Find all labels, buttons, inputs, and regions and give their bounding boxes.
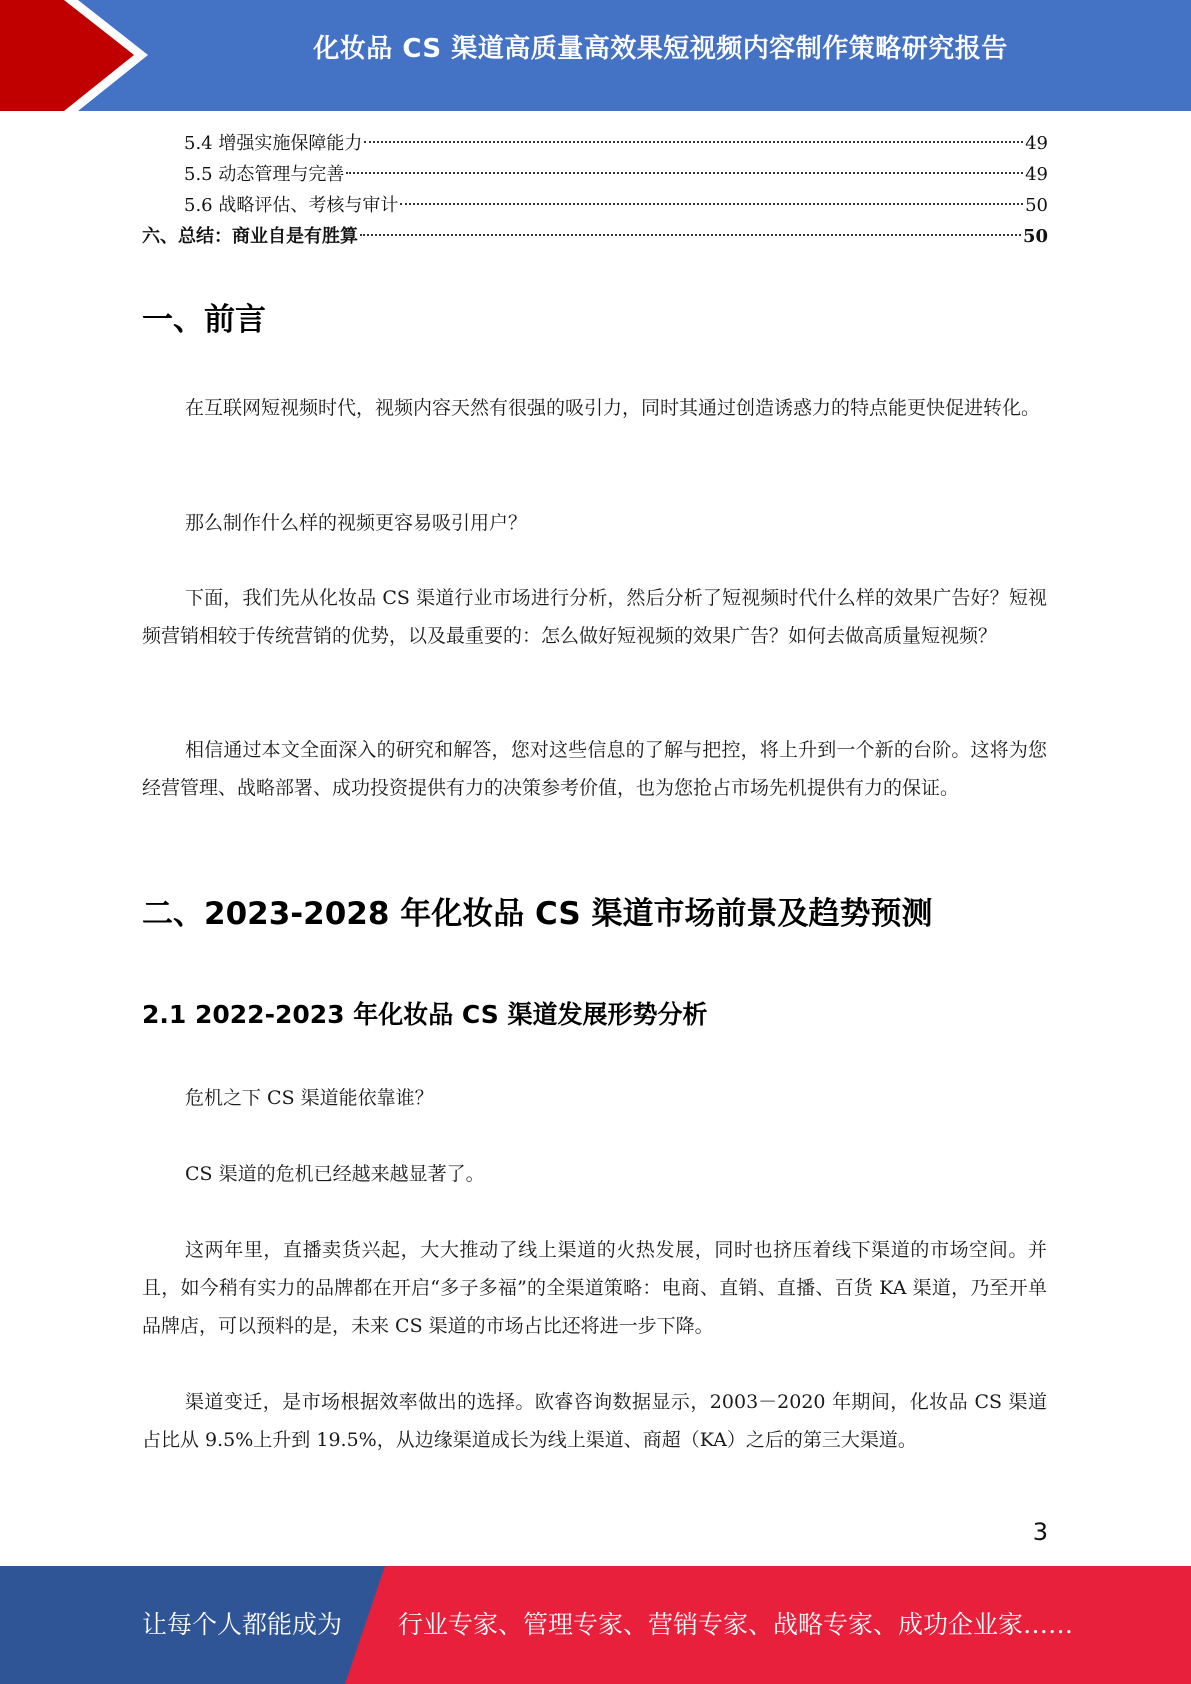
toc-leader-dots bbox=[364, 141, 1023, 143]
section-heading-market-outlook: 二、2023-2028 年化妆品 CS 渠道市场前景及趋势预测 bbox=[142, 896, 933, 932]
toc-entry-label: 六、总结：商业自是有胜算 bbox=[142, 226, 358, 247]
toc-leader-dots bbox=[346, 172, 1023, 174]
section-heading-preface: 一、前言 bbox=[142, 302, 266, 338]
toc-entry-page: 49 bbox=[1025, 164, 1048, 185]
toc-entry[interactable] bbox=[142, 190, 1048, 221]
page-number: 3 bbox=[1032, 1518, 1048, 1546]
paragraph: 危机之下 CS 渠道能依靠谁？ bbox=[185, 1087, 434, 1109]
paragraph: 相信通过本文全面深入的研究和解答，您对这些信息的了解与把控，将上升到一个新的台阶。这将为您经营管理、战略部署、成功投资提供有力的决策参考价值，也为您抢占市场先机提供有力的保证。 bbox=[142, 739, 1047, 799]
paragraph: 这两年里，直播卖货兴起，大大推动了线上渠道的火热发展，同时也挤压着线下渠道的市场空间。并且，如今稍有实力的品牌都在开启“多子多福”的全渠道策略：电商、直销、直播、百货 KA 渠道，乃至开单品牌店，可以预料的是，未来 CS 渠道的市场占比还将进一步下降。 bbox=[142, 1239, 1047, 1337]
toc-entry-page: 50 bbox=[1022, 226, 1048, 247]
paragraph: 那么制作什么样的视频更容易吸引用户？ bbox=[185, 512, 528, 534]
report-title: 化妆品 CS 渠道高质量高效果短视频内容制作策略研究报告 bbox=[313, 34, 1008, 64]
page-footer bbox=[0, 1566, 1191, 1684]
table-of-contents bbox=[142, 128, 1048, 252]
toc-leader-dots bbox=[360, 234, 1021, 236]
footer-slogan-right: 行业专家、管理专家、营销专家、战略专家、成功企业家…… bbox=[398, 1610, 1074, 1639]
paragraph: 渠道变迁，是市场根据效率做出的选择。欧睿咨询数据显示，2003－2020 年期间，化妆品 CS 渠道占比从 9.5%上升到 19.5%，从边缘渠道成长为线上渠道、商超（KA）之后的第三大渠道。 bbox=[142, 1391, 1047, 1451]
paragraph: CS 渠道的危机已经越来越显著了。 bbox=[185, 1163, 485, 1185]
paragraph: 下面，我们先从化妆品 CS 渠道行业市场进行分析，然后分析了短视频时代什么样的效果广告好？短视频营销相较于传统营销的优势，以及最重要的：怎么做好短视频的效果广告？如何去做高质量短视频？ bbox=[142, 587, 1047, 647]
toc-entry[interactable] bbox=[142, 128, 1048, 159]
toc-entry-page: 49 bbox=[1025, 133, 1048, 154]
toc-entry[interactable] bbox=[142, 221, 1048, 252]
footer-slogan-left: 让每个人都能成为 bbox=[142, 1610, 343, 1639]
toc-entry[interactable] bbox=[142, 159, 1048, 190]
toc-entry-label: 5.4 增强实施保障能力 bbox=[184, 133, 363, 154]
paragraph: 在互联网短视频时代，视频内容天然有很强的吸引力，同时其通过创造诱惑力的特点能更快促进转化。 bbox=[185, 397, 1041, 419]
subsection-heading: 2.1 2022-2023 年化妆品 CS 渠道发展形势分析 bbox=[142, 1000, 708, 1029]
toc-entry-label: 5.5 动态管理与完善 bbox=[184, 164, 345, 185]
page-header bbox=[0, 0, 1191, 111]
toc-entry-label: 5.6 战略评估、考核与审计 bbox=[184, 195, 399, 216]
toc-entry-page: 50 bbox=[1025, 195, 1048, 216]
toc-leader-dots bbox=[400, 203, 1023, 205]
